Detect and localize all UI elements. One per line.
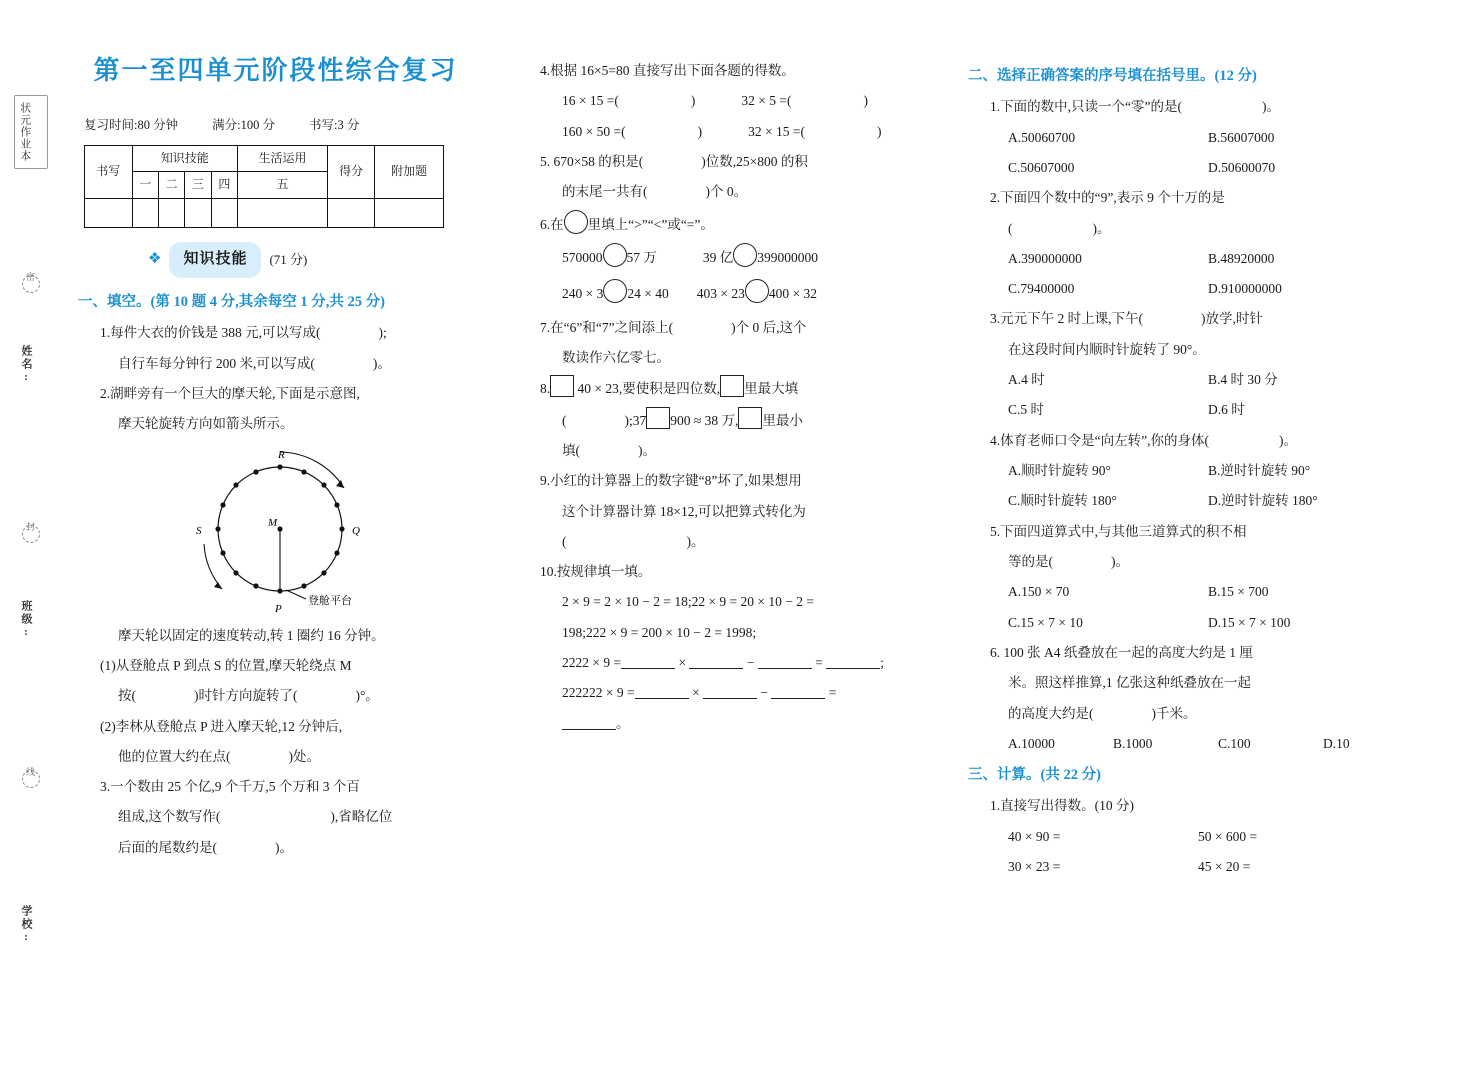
- score-col-total: 得分: [327, 146, 375, 199]
- mc-q3-options-row2: [968, 397, 1398, 423]
- mc-option[interactable]: B.1000: [1113, 735, 1153, 751]
- answer-underline[interactable]: [771, 684, 825, 699]
- mc-q3-options-row1: [968, 367, 1398, 393]
- section-knowledge-header: [148, 242, 473, 278]
- mc-q3-stem: 3.元元下午 2 时上课,下午( )放学,时针: [990, 311, 1263, 327]
- q10-line4: 222222 × 9 = × − =: [562, 685, 837, 701]
- compare-circle[interactable]: [564, 210, 588, 234]
- mc-q5-stem: 5.下面四道算式中,与其他三道算式的积不相: [990, 523, 1247, 539]
- answer-box[interactable]: [738, 407, 762, 429]
- q3-line1: 3.一个数由 25 个亿,9 个千万,5 个万和 3 个百: [100, 779, 360, 795]
- mc-option[interactable]: B.56007000: [1208, 129, 1275, 145]
- mc-q2-options-row2: [968, 276, 1398, 302]
- score-sub-5: 五: [238, 172, 328, 198]
- calc-item: 45 × 20 =: [1198, 859, 1251, 875]
- q4-row1: 16 × 15 =( ) 32 × 5 =( ): [562, 93, 868, 109]
- mc-q2-stem: 2.下面四个数中的“9”,表示 9 个十万的是: [990, 190, 1225, 206]
- q6-row1: 570000 57 万 39 亿 399000000: [540, 242, 930, 274]
- svg-text:R: R: [278, 448, 285, 461]
- mc-option[interactable]: D.10: [1323, 735, 1350, 751]
- table-row: [85, 198, 444, 227]
- mc-q6-options-row: [968, 731, 1398, 757]
- calc-item: 40 × 90 =: [1008, 828, 1061, 844]
- mc-option[interactable]: D.910000000: [1208, 281, 1282, 297]
- answer-underline[interactable]: [758, 654, 812, 669]
- answer-underline[interactable]: [635, 684, 689, 699]
- mc-option[interactable]: A.10000: [1008, 735, 1055, 751]
- q2-line3: 摩天轮以固定的速度转动,转 1 圈约 16 分钟。: [118, 627, 385, 643]
- q9-line2: 这个计算器计算 18×12,可以把算式转化为: [562, 503, 806, 519]
- score-cell[interactable]: [238, 198, 328, 227]
- q2-sub1-line2: 按( )时针方向旋转了( )°。: [118, 688, 379, 704]
- q8-line2: ( );37 900 ≈ 38 万, 里最小: [540, 407, 930, 434]
- q9-line1: 9.小红的计算器上的数字键“8”坏了,如果想用: [540, 473, 802, 489]
- mc-option[interactable]: A.390000000: [1008, 250, 1082, 266]
- q5-line2: 的末尾一共有( )个 0。: [562, 184, 748, 200]
- answer-underline[interactable]: [621, 654, 675, 669]
- mc-option[interactable]: C.15 × 7 × 10: [1008, 614, 1083, 630]
- score-cell[interactable]: [132, 198, 158, 227]
- q7-line2: 数读作六亿零七。: [562, 349, 670, 365]
- publisher-badge: [14, 95, 48, 169]
- mc-option[interactable]: D.50600070: [1208, 159, 1276, 175]
- q2-sub2-line2: 他的位置大约在点( )处。: [118, 748, 320, 764]
- answer-underline[interactable]: [826, 654, 880, 669]
- calc-item: 50 × 600 =: [1198, 828, 1258, 844]
- mc-option[interactable]: A.4 时: [1008, 372, 1045, 388]
- score-col-writing: 书写: [85, 146, 133, 199]
- mc-option[interactable]: C.100: [1218, 735, 1251, 751]
- q10-line3: 2222 × 9 = × − = ;: [562, 655, 884, 671]
- q1-line1: 1.每件大衣的价钱是 388 元,可以写成( );: [100, 325, 387, 341]
- meta-time: 复习时间:80 分钟: [84, 117, 179, 132]
- seal-char-2: 封: [25, 522, 35, 532]
- score-col-life: 生活运用: [238, 146, 328, 172]
- q8-line1: 8. 40 × 23,要使积是四位数, 里最大填: [540, 375, 930, 402]
- score-col-knowledge: 知识技能: [132, 146, 238, 172]
- pill-dot-icon: ❖: [148, 251, 162, 268]
- q8-line3: 填( )。: [562, 442, 656, 458]
- compare-circle[interactable]: [733, 243, 757, 267]
- page-title: 第一至四单元阶段性综合复习: [93, 56, 458, 86]
- fill-section-heading: 一、填空。(第 10 题 4 分,其余每空 1 分,共 25 分): [78, 294, 385, 311]
- field-school-label: 学校:: [20, 905, 32, 945]
- score-cell[interactable]: [375, 198, 444, 227]
- compare-circle[interactable]: [745, 279, 769, 303]
- section3-heading: 三、计算。(共 22 分): [968, 767, 1101, 784]
- q9-line3: ( )。: [562, 533, 705, 549]
- ferris-wheel-figure: [130, 444, 430, 619]
- answer-box[interactable]: [720, 375, 744, 397]
- mc-q1-options-row1: [968, 125, 1398, 151]
- score-col-extra: 附加题: [375, 146, 444, 199]
- score-sub-3: 三: [185, 172, 211, 198]
- calc-row1: [968, 824, 1398, 850]
- mc-option[interactable]: C.50607000: [1008, 159, 1075, 175]
- svg-text:P: P: [275, 602, 282, 615]
- q10-line1: 2 × 9 = 2 × 10 − 2 = 18;22 × 9 = 20 × 10 − 2 =: [562, 594, 815, 610]
- meta-writing: 书写:3 分: [308, 117, 360, 132]
- section-knowledge-score: (71 分): [269, 252, 308, 268]
- mc-option[interactable]: D.6 时: [1208, 402, 1245, 418]
- mc-q6-stem-line3: 的高度大约是( )千米。: [1008, 705, 1197, 721]
- mc-option[interactable]: B.逆时针旋转 90°: [1208, 463, 1311, 479]
- mc-q5-stem-line2: 等的是( )。: [1008, 553, 1129, 569]
- q10-stem: 10.按规律填一填。: [540, 564, 652, 580]
- score-cell[interactable]: [158, 198, 184, 227]
- svg-text:登舱平台: 登舱平台: [308, 594, 352, 607]
- q4-stem: 4.根据 16×5=80 直接写出下面各题的得数。: [540, 63, 795, 78]
- compare-circle[interactable]: [603, 243, 627, 267]
- compare-circle[interactable]: [603, 279, 627, 303]
- q5-line1: 5. 670×58 的积是( )位数,25×800 的积: [540, 153, 808, 169]
- score-table: [84, 145, 444, 228]
- mc-option[interactable]: A.50060700: [1008, 129, 1076, 145]
- answer-underline[interactable]: [689, 654, 743, 669]
- mc-option[interactable]: D.逆时针旋转 180°: [1208, 493, 1318, 509]
- answer-underline[interactable]: [562, 715, 616, 730]
- table-row: [85, 146, 444, 172]
- mc-q1-stem: 1.下面的数中,只读一个“零”的是( )。: [990, 99, 1280, 115]
- mc-option[interactable]: C.79400000: [1008, 281, 1075, 297]
- mc-option[interactable]: C.顺时针旋转 180°: [1008, 493, 1117, 509]
- q6-stem: 6.在 里填上“>”“<”或“=”。: [540, 210, 930, 238]
- section3-sub1: 1.直接写出得数。(10 分): [990, 798, 1134, 814]
- mc-q6-stem: 6. 100 张 A4 纸叠放在一起的高度大约是 1 厘: [990, 644, 1253, 660]
- mc-q6-stem-line2: 米。照这样推算,1 亿张这种纸叠放在一起: [1008, 675, 1251, 691]
- answer-underline[interactable]: [703, 684, 757, 699]
- mc-option[interactable]: A.顺时针旋转 90°: [1008, 463, 1111, 479]
- q6-row2: 240 × 3 24 × 40 403 × 23 400 × 32: [540, 278, 930, 310]
- score-cell[interactable]: [185, 198, 211, 227]
- q3-line3: 后面的尾数约是( )。: [118, 839, 293, 855]
- svg-text:Q: Q: [352, 524, 360, 537]
- meta-total: 满分:100 分: [212, 117, 275, 132]
- mc-option[interactable]: B.48920000: [1208, 250, 1275, 266]
- mc-q4-stem: 4.体育老师口令是“向左转”,你的身体( )。: [990, 432, 1297, 448]
- q4-row2: 160 × 50 =( ) 32 × 15 =( ): [562, 123, 882, 139]
- q10-line2: 198;222 × 9 = 200 × 10 − 2 = 1998;: [562, 624, 757, 640]
- field-name-label: 姓名:: [20, 345, 32, 385]
- score-sub-1: 一: [132, 172, 158, 198]
- publisher-badge-label: 状元作业本: [18, 102, 31, 162]
- q3-line2: 组成,这个数写作( ),省略亿位: [118, 809, 393, 825]
- score-cell[interactable]: [211, 198, 237, 227]
- mc-q2-options-row1: [968, 246, 1398, 272]
- calc-row2: [968, 854, 1398, 880]
- seal-char-3: 线: [25, 767, 35, 777]
- q10-line5: 。: [540, 711, 930, 737]
- svg-text:M: M: [268, 516, 278, 529]
- exam-meta: [84, 113, 473, 137]
- q7-line1: 7.在“6”和“7”之间添上( )个 0 后,这个: [540, 319, 807, 335]
- mc-option[interactable]: C.5 时: [1008, 402, 1045, 418]
- mc-q5-options-row2: [968, 610, 1398, 636]
- score-cell[interactable]: [327, 198, 375, 227]
- q2-sub1-line1: (1)从登舱点 P 到点 S 的位置,摩天轮绕点 M: [100, 657, 352, 673]
- column-middle: [540, 28, 930, 739]
- seal-char-1: 密: [25, 272, 35, 282]
- score-sub-4: 四: [211, 172, 237, 198]
- mc-q3-stem-line2: 在这段时间内顺时针旋转了 90°。: [1008, 341, 1206, 357]
- q2-sub2-line1: (2)李林从登舱点 P 进入摩天轮,12 分钟后,: [100, 718, 343, 734]
- mc-q1-options-row2: [968, 155, 1398, 181]
- q2-line1: 2.湖畔旁有一个巨大的摩天轮,下面是示意图,: [100, 385, 360, 401]
- score-cell[interactable]: [85, 198, 133, 227]
- answer-box[interactable]: [550, 375, 574, 397]
- section-knowledge-title: 知识技能: [169, 242, 261, 278]
- section2-heading: 二、选择正确答案的序号填在括号里。(12 分): [968, 68, 1257, 84]
- mc-option[interactable]: B.4 时 30 分: [1208, 372, 1278, 388]
- svg-text:S: S: [196, 524, 202, 537]
- q2-line2: 摩天轮旋转方向如箭头所示。: [118, 416, 294, 432]
- left-margin-strip: [0, 0, 60, 1077]
- mc-q4-options-row1: [968, 458, 1398, 484]
- mc-q5-options-row1: [968, 579, 1398, 605]
- mc-option[interactable]: D.15 × 7 × 100: [1208, 614, 1291, 630]
- column-right: [968, 28, 1398, 882]
- field-class-label: 班级:: [20, 600, 32, 640]
- q1-line2: 自行车每分钟行 200 米,可以写成( )。: [118, 355, 391, 371]
- score-sub-2: 二: [158, 172, 184, 198]
- mc-option[interactable]: B.15 × 700: [1208, 584, 1269, 600]
- mc-q2-stem-line2: ( )。: [1008, 220, 1111, 236]
- answer-box[interactable]: [646, 407, 670, 429]
- column-left: [78, 28, 473, 863]
- calc-item: 30 × 23 =: [1008, 859, 1061, 875]
- mc-option[interactable]: A.150 × 70: [1008, 584, 1070, 600]
- mc-q4-options-row2: [968, 488, 1398, 514]
